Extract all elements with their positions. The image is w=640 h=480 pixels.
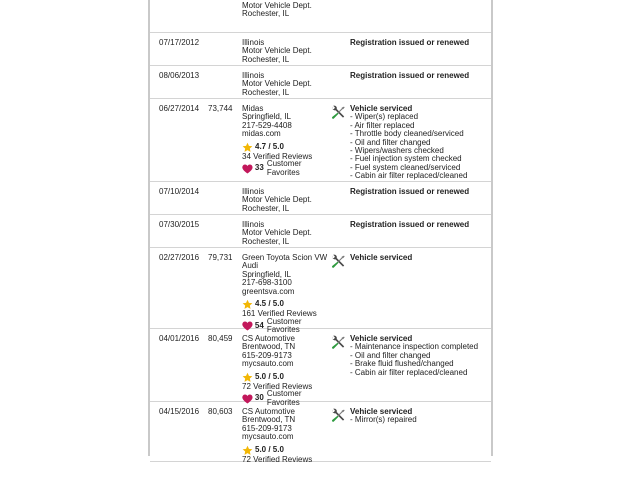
service-date: 04/15/2016 [159,407,200,416]
detail-item: - Wipers/washers checked [350,146,444,156]
favorites-label: Customer Favorites [266,316,302,334]
event-title: Vehicle serviced [350,104,413,113]
detail-item: - Wiper(s) replaced [350,112,419,122]
source-info [242,39,332,64]
service-date: 08/06/2013 [159,71,200,80]
detail-item: - Maintenance inspection completed [350,342,479,352]
rating-value: 5.0 / 5.0 [255,371,284,381]
source-info [242,334,332,407]
source-line: Midas [242,104,264,113]
rating [242,445,332,456]
source-line: midas.com [242,129,281,139]
service-date: 07/30/2015 [159,220,200,229]
detail-item: - Cabin air filter replaced/cleaned [350,171,468,181]
source-line: Illinois [242,220,265,229]
source-line: 217-698-3100 [242,278,292,288]
detail-item: - Fuel system cleaned/serviced [350,162,461,172]
event-details [350,72,490,80]
verified-reviews-link[interactable]: 161 Verified Reviews [242,309,317,319]
customer-favorites [242,159,332,177]
odometer-reading: 73,744 [208,104,233,113]
source-line: mycsauto.com [242,359,294,369]
source-info [242,221,332,246]
source-line: mycsauto.com [242,432,294,442]
event-details [350,39,490,47]
history-row [150,182,491,215]
source-line: Motor Vehicle Dept. [242,46,312,56]
source-line: Motor Vehicle Dept. [242,79,312,89]
verified-reviews-link[interactable]: 34 Verified Reviews [242,151,313,161]
source-line: Motor Vehicle Dept. [242,195,312,205]
detail-item: - Throttle body cleaned/serviced [350,129,464,139]
favorites-count: 30 [254,393,264,403]
source-line: Illinois [242,38,265,47]
detail-item: - Mirror(s) repaired [350,415,417,425]
event-title: Vehicle serviced [350,334,413,343]
odometer-reading: 80,459 [208,334,233,343]
source-line: Springfield, IL [242,112,291,122]
event-details [350,408,490,425]
wrench-screwdriver-icon [330,408,346,424]
history-row [150,402,491,462]
source-line: 615-209-9173 [242,423,292,433]
event-title: Registration issued or renewed [350,187,470,196]
event-details [350,254,490,262]
event-details [350,105,490,181]
history-row [150,33,491,66]
star-icon [242,445,253,456]
source-line: Rochester, IL [242,9,290,19]
history-row [150,0,491,33]
source-line: CS Automotive [242,334,295,343]
service-icon [330,335,346,351]
service-icon [330,254,346,270]
wrench-screwdriver-icon [330,105,346,121]
rating-value: 4.5 / 5.0 [255,299,284,309]
source-line: Audi [242,261,259,271]
history-row [150,329,491,407]
history-table [150,0,491,462]
detail-item: - Oil and filter changed [350,137,431,147]
event-details [350,188,490,196]
verified-reviews-link[interactable]: 72 Verified Reviews [242,381,313,391]
rating-value: 4.7 / 5.0 [255,141,284,151]
source-line: CS Automotive [242,407,295,416]
history-panel [148,0,493,464]
source-line: Green Toyota Scion VW [242,253,328,262]
source-line: 217-529-4408 [242,120,292,130]
rating [242,372,332,383]
service-icon [330,105,346,121]
detail-item: - Cabin air filter replaced/cleaned [350,367,468,377]
event-details [350,221,490,229]
service-date: 04/01/2016 [159,334,200,343]
source-info [242,253,332,334]
event-title: Vehicle serviced [350,253,413,262]
detail-item: - Fuel injection system checked [350,154,462,164]
event-title: Registration issued or renewed [350,38,470,47]
source-line: greentsva.com [242,286,295,296]
source-line: Illinois [242,187,265,196]
service-date: 07/10/2014 [159,187,200,196]
rating [242,142,332,153]
favorites-count: 54 [254,320,264,330]
star-icon [242,372,253,383]
source-line: 615-209-9173 [242,350,292,360]
source-info [242,2,332,19]
service-date: 02/27/2016 [159,253,200,262]
favorites-label: Customer Favorites [266,159,302,177]
event-title: Registration issued or renewed [350,220,470,229]
source-line: Rochester, IL [242,203,290,213]
verified-reviews-link[interactable]: 72 Verified Reviews [242,454,313,464]
rating-value: 5.0 / 5.0 [255,444,284,454]
source-line: Rochester, IL [242,236,290,246]
source-line: Brentwood, TN [242,342,296,352]
history-row [150,66,491,99]
favorites-label: Customer Favorites [266,389,302,407]
odometer-reading: 80,603 [208,407,233,416]
source-line: Rochester, IL [242,87,290,97]
wrench-screwdriver-icon [330,335,346,351]
service-icon [330,408,346,424]
source-info [242,72,332,97]
source-line: Rochester, IL [242,54,290,64]
history-row [150,99,491,182]
source-line: Springfield, IL [242,269,291,279]
wrench-screwdriver-icon [330,254,346,270]
detail-item: - Air filter replaced [350,120,415,130]
source-line: Motor Vehicle Dept. [242,1,312,10]
service-date: 06/27/2014 [159,104,200,113]
detail-item: - Brake fluid flushed/changed [350,359,454,369]
event-title: Vehicle serviced [350,407,413,416]
star-icon [242,142,253,153]
source-info [242,188,332,213]
odometer-reading: 79,731 [208,253,233,262]
heart-icon [242,164,253,174]
source-line: Motor Vehicle Dept. [242,228,312,238]
source-info [242,408,332,464]
history-row [150,248,491,334]
event-details [350,335,490,377]
source-info [242,104,332,177]
source-line: Illinois [242,71,265,80]
service-date: 07/17/2012 [159,38,200,47]
source-line: Brentwood, TN [242,415,296,425]
event-title: Registration issued or renewed [350,71,470,80]
detail-item: - Oil and filter changed [350,350,431,360]
history-row [150,215,491,248]
favorites-count: 33 [254,163,264,173]
